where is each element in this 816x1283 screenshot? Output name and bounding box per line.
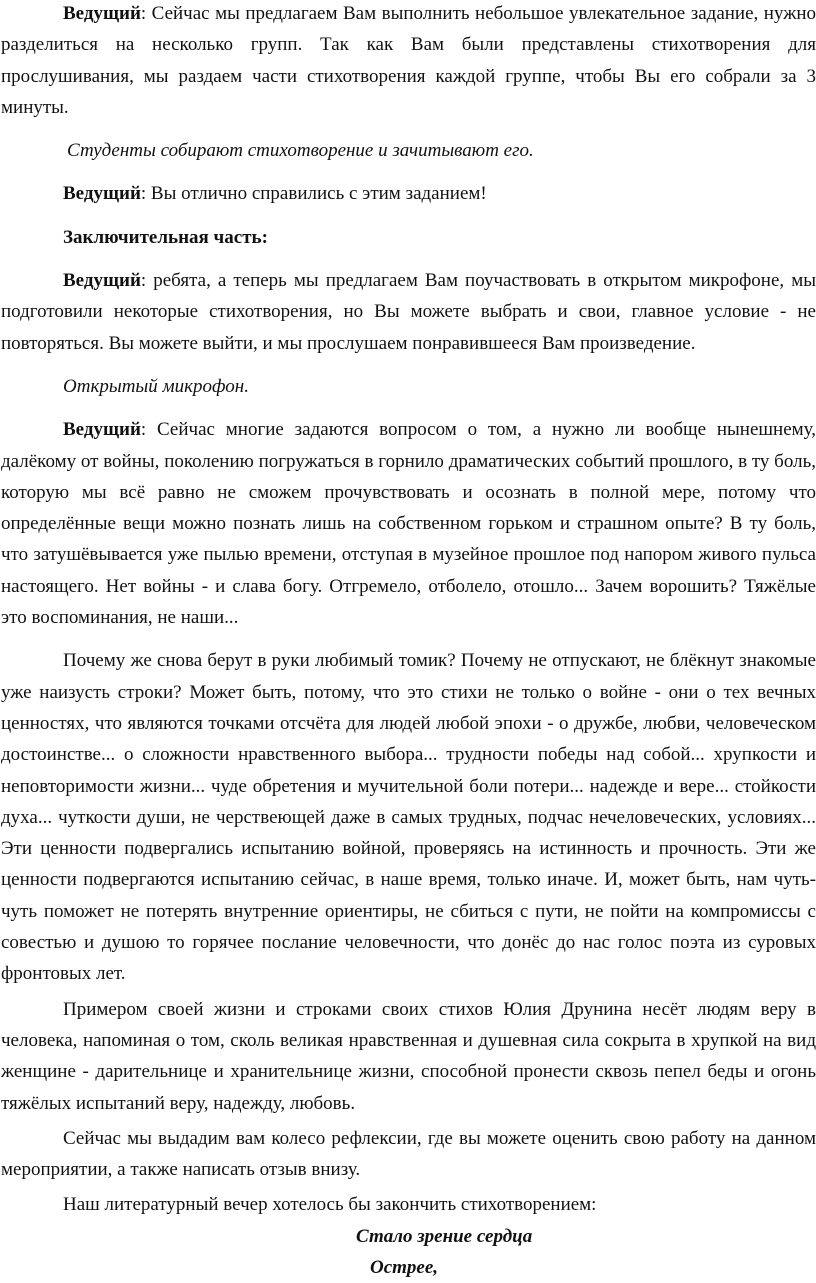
paragraph-open-mic-invite [1,265,816,359]
paragraph-task-intro [1,0,816,123]
speaker-label: Ведущий [63,3,141,24]
paragraph-closing-poem-intro: Наш литературный вечер хотелось бы закончить стихотворением: [63,1194,597,1216]
stage-direction-students: Студенты собирают стихотворение и зачитывают его. [67,140,534,162]
paragraph-drunina: Примером своей жизни и строками своих стихов Юлия Друнина несёт людям веру в человека, напоминая о том, сколь великая нравственная и душевная сила сокрыта в хрупкой на вид женщине - дарительнице и хранительнице жизни, способной пронести сквозь пепел беды и огонь тяжёлых испытаний веру, надежду, любовь. [1,998,816,1114]
paragraph-text: : Сейчас многие задаются вопросом о том, а нужно ли вообще нынешнему, далёкому от войны, поколению погружаться в горнило драматических событий прошлого, в ту боль, которую мы всё равно не сможем прочувствовать и осознать в полной мере, потому что определённые вещи можно познать лишь на собственном горьком и страшном опыте? В ту боль, что затушёвывается уже пылью времени, отступая в музейное прошлое под напором живого пульса настоящего. Нет войны - и слава богу. Отгремело, отболело, отошло... Зачем ворошить? Тяжёлые это воспоминания, не наши... [1,419,816,629]
paragraph-praise [1,178,816,209]
poem-line-2: Острее, [370,1256,439,1278]
stage-direction-open-mic: Открытый микрофон. [63,375,249,397]
paragraph-reflection-wheel: Сейчас мы выдадим вам колесо рефлексии, где вы можете оценить свою работу на данном мероприятии, а также написать отзыв внизу. [1,1127,816,1181]
paragraph-text: : Вы отлично справились с этим заданием! [140,183,487,205]
section-heading-final: Заключительная часть: [63,226,268,248]
paragraph-text: : ребята, а теперь мы предлагаем Вам поучаствовать в открытом микрофоне, мы подготовили некоторые стихотворения, но Вы можете выбрать и свои, главное условие - не повторяться. Вы можете выйти, и мы прослушаем понравившееся Вам произведение. [1,270,816,354]
poem-line-1: Стало зрение сердца [356,1225,533,1247]
speaker-label: Ведущий [63,419,141,441]
paragraph-text: : Сейчас мы предлагаем Вам выполнить небольшое увлекательное задание, нужно разделиться на несколько групп. Так как Вам были представлены стихотворения для прослушивания, мы раздаем части стихотворения каждой группе, чтобы Вы его собрали за 3 минуты. [1,3,816,118]
speaker-label: Ведущий [63,270,141,292]
paragraph-war-memory [1,414,816,633]
speaker-label: Ведущий [63,183,141,205]
paragraph-eternal-values: Почему же снова берут в руки любимый томик? Почему не отпускают, не блёкнут знакомые уже наизусть строки? Может быть, потому, что это стихи не только о войне - они о тех вечных ценностях, что являются точками отсчёта для людей любой эпохи - о дружбе, любви, человеческом достоинстве... о сложности нравственного выбора... трудности победы над собой... хрупкости и неповторимости жизни... чуде обретения и мучительной боли потери... надежде и вере... стойкости духа... чуткости души, не черствеющей даже в самых трудных, подчас нечеловеческих, условиях... Эти ценности подвергались испытанию войной, проверяясь на истинность и прочность. Эти же ценности подвергаются испытанию сейчас, в наше время, только иначе. И, может быть, нам чуть-чуть поможет не потерять внутренние ориентиры, не сбиться с пути, не пойти на компромиссы с совестью и душою то горячее послание человечности, что донёс до нас голос поэта из суровых фронтовых лет. [1,650,816,985]
